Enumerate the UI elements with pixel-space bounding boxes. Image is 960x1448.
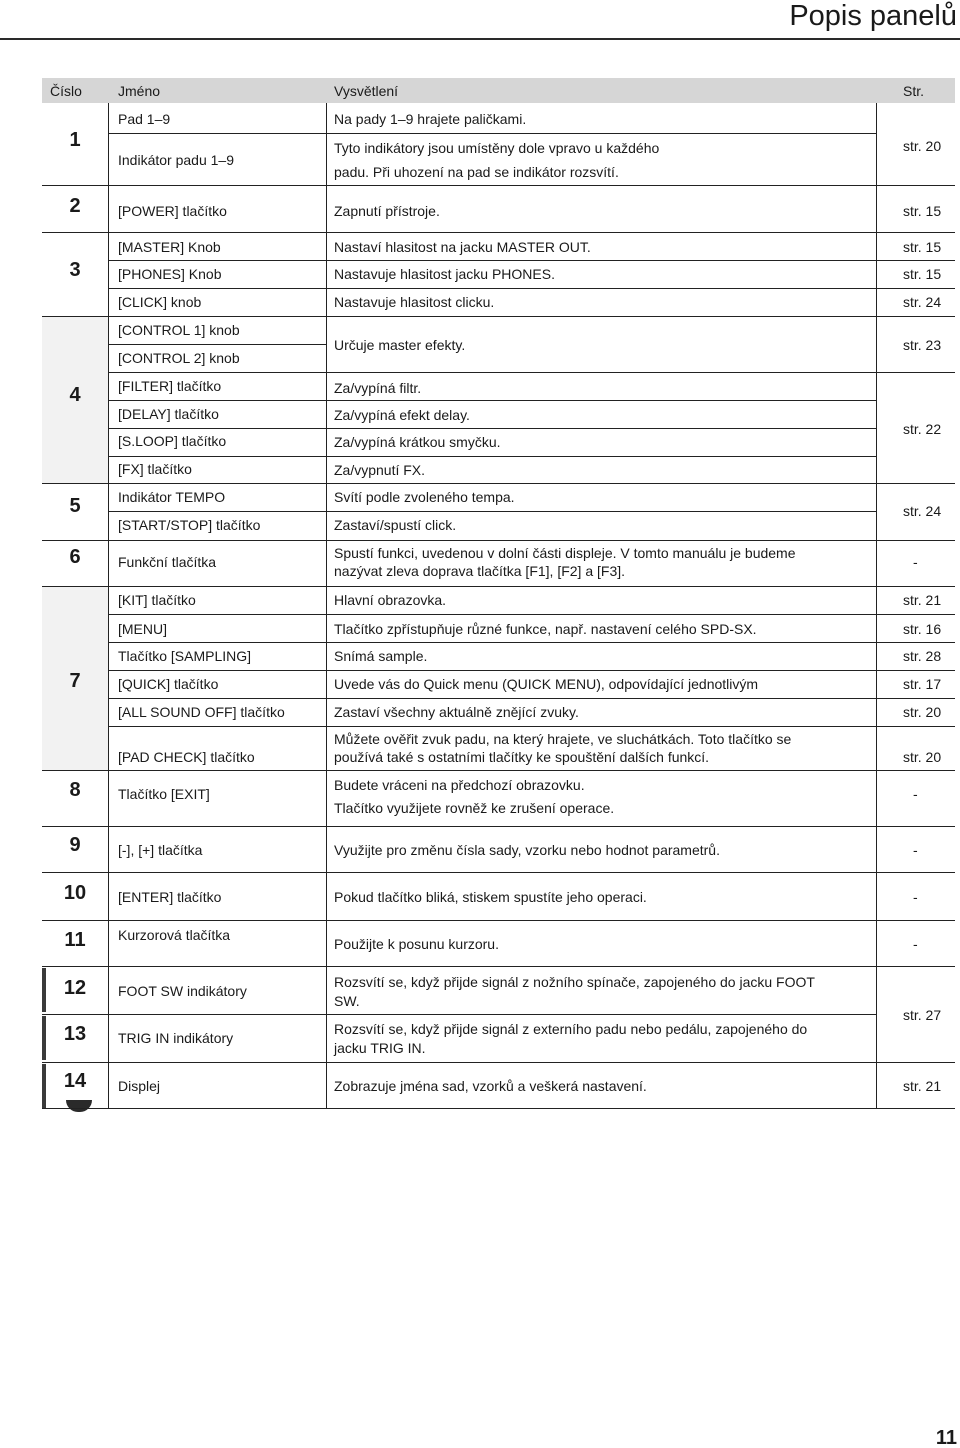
row-number: 8 bbox=[69, 779, 81, 801]
item-description: používá také s ostatními tlačítky ke spouštění dalších funkcí. bbox=[334, 749, 710, 765]
row-number: 1 bbox=[69, 129, 81, 151]
page-ref: - bbox=[913, 889, 918, 905]
row-divider bbox=[42, 540, 955, 541]
item-name: [PHONES] Knob bbox=[118, 266, 222, 282]
row-number: 13 bbox=[63, 1023, 87, 1045]
item-name: [MENU] bbox=[118, 621, 167, 637]
item-description: nazývat zleva doprava tlačítka [F1], [F2] a [F3]. bbox=[334, 563, 626, 579]
item-description: Hlavní obrazovka. bbox=[334, 592, 447, 608]
subrow-divider bbox=[108, 456, 876, 457]
header-number: Číslo bbox=[50, 83, 82, 99]
page-ref: str. 21 bbox=[903, 592, 942, 608]
item-name: Funkční tlačítka bbox=[118, 554, 217, 570]
item-description: padu. Při uhození na pad se indikátor rozsvítí. bbox=[334, 164, 619, 180]
subrow-divider bbox=[108, 372, 955, 373]
page-number: 11 bbox=[935, 1427, 957, 1448]
item-name: [POWER] tlačítko bbox=[118, 203, 227, 219]
item-name: [CONTROL 1] knob bbox=[118, 322, 240, 338]
row-divider bbox=[42, 586, 955, 587]
item-description: Zastaví/spustí click. bbox=[334, 517, 457, 533]
row-number: 7 bbox=[69, 670, 81, 692]
item-description: Zapnutí přístroje. bbox=[334, 203, 440, 219]
item-description: Za/vypíná krátkou smyčku. bbox=[334, 434, 501, 450]
item-description: Tlačítko zpřístupňuje různé funkce, např. nastavení celého SPD-SX. bbox=[334, 621, 757, 637]
column-divider bbox=[108, 103, 109, 1109]
row-number: 6 bbox=[69, 546, 81, 568]
page-ref: str. 15 bbox=[903, 266, 942, 282]
subrow-divider bbox=[108, 428, 876, 429]
row-number: 14 bbox=[63, 1070, 87, 1092]
item-name: Kurzorová tlačítka bbox=[118, 927, 231, 943]
item-description: Určuje master efekty. bbox=[334, 337, 466, 353]
row-divider bbox=[42, 483, 955, 484]
item-description: Za/vypnutí FX. bbox=[334, 462, 426, 478]
item-name: [ENTER] tlačítko bbox=[118, 889, 222, 905]
item-description: jacku TRIG IN. bbox=[334, 1040, 426, 1056]
item-description: Rozsvítí se, když přijde signál z externího padu nebo pedálu, zapojeného do bbox=[334, 1021, 808, 1037]
page-ref: str. 20 bbox=[903, 704, 942, 720]
page-ref: str. 24 bbox=[903, 503, 942, 519]
item-name: Indikátor TEMPO bbox=[118, 489, 226, 505]
item-name: [CLICK] knob bbox=[118, 294, 202, 310]
item-description: Pokud tlačítko bliká, stiskem spustíte jeho operaci. bbox=[334, 889, 647, 905]
page-ref: str. 28 bbox=[903, 648, 942, 664]
page-ref: - bbox=[913, 554, 918, 570]
item-description: Tlačítko využijete rovněž ke zrušení operace. bbox=[334, 800, 615, 816]
page-ref: - bbox=[913, 786, 918, 802]
subrow-divider bbox=[108, 260, 955, 261]
subrow-divider bbox=[108, 670, 955, 671]
item-name: [FILTER] tlačítko bbox=[118, 378, 222, 394]
row-number: 11 bbox=[64, 929, 86, 951]
item-name: [MASTER] Knob bbox=[118, 239, 221, 255]
subrow-divider bbox=[108, 344, 326, 345]
item-description: Nastaví hlasitost na jacku MASTER OUT. bbox=[334, 239, 591, 255]
page-ref: str. 23 bbox=[903, 337, 942, 353]
title-rule bbox=[0, 38, 960, 40]
item-name: [CONTROL 2] knob bbox=[118, 350, 240, 366]
item-name: [-], [+] tlačítka bbox=[118, 842, 203, 858]
row-divider bbox=[42, 185, 955, 186]
row-number: 3 bbox=[69, 259, 81, 281]
decorative-mark bbox=[66, 1100, 92, 1112]
item-name: [KIT] tlačítko bbox=[118, 592, 196, 608]
subrow-divider bbox=[108, 642, 955, 643]
item-description: SW. bbox=[334, 993, 360, 1009]
page-ref: - bbox=[913, 936, 918, 952]
row-number: 2 bbox=[69, 195, 81, 217]
row-number: 4 bbox=[69, 384, 81, 406]
item-description: Na pady 1–9 hrajete paličkami. bbox=[334, 111, 527, 127]
item-description: Snímá sample. bbox=[334, 648, 428, 664]
row-divider bbox=[42, 1108, 955, 1109]
column-divider bbox=[326, 103, 327, 1109]
item-name: TRIG IN indikátory bbox=[118, 1030, 234, 1046]
page-ref: str. 22 bbox=[903, 421, 942, 437]
item-name: Pad 1–9 bbox=[118, 111, 171, 127]
item-description: Zobrazuje jména sad, vzorků a veškerá nastavení. bbox=[334, 1078, 647, 1094]
row-number: 5 bbox=[69, 495, 81, 517]
page-ref: str. 16 bbox=[903, 621, 942, 637]
row-divider bbox=[42, 770, 955, 771]
item-name: Tlačítko [EXIT] bbox=[118, 786, 210, 802]
item-description: Zastaví všechny aktuálně znějící zvuky. bbox=[334, 704, 579, 720]
subrow-divider bbox=[108, 511, 876, 512]
page-ref: str. 20 bbox=[903, 749, 942, 765]
page-ref: str. 24 bbox=[903, 294, 942, 310]
item-name: [DELAY] tlačítko bbox=[118, 406, 219, 422]
page-ref: str. 15 bbox=[903, 203, 942, 219]
item-name: [FX] tlačítko bbox=[118, 461, 192, 477]
subrow-divider bbox=[108, 698, 955, 699]
row-divider bbox=[42, 232, 955, 233]
page-ref: str. 20 bbox=[903, 138, 942, 154]
item-description: Rozsvítí se, když přijde signál z nožního spínače, zapojeného do jacku FOOT bbox=[334, 974, 815, 990]
item-name: [START/STOP] tlačítko bbox=[118, 517, 261, 533]
item-description: Využijte pro změnu čísla sady, vzorku nebo hodnot parametrů. bbox=[334, 842, 720, 858]
row-divider bbox=[42, 872, 955, 873]
row-number: 9 bbox=[69, 834, 81, 856]
row-divider bbox=[42, 966, 955, 967]
row-divider bbox=[42, 316, 955, 317]
page-title: Popis panelů bbox=[789, 0, 957, 32]
table-header-band bbox=[42, 78, 955, 103]
page-ref: - bbox=[913, 842, 918, 858]
subrow-divider bbox=[108, 614, 955, 615]
item-description: Nastavuje hlasitost jacku PHONES. bbox=[334, 266, 555, 282]
page-ref: str. 15 bbox=[903, 239, 942, 255]
subrow-divider bbox=[108, 288, 955, 289]
row-number: 10 bbox=[63, 882, 87, 904]
item-description: Můžete ověřit zvuk padu, na který hrajete, ve sluchátkách. Toto tlačítko se bbox=[334, 731, 792, 747]
row-divider bbox=[42, 920, 955, 921]
subrow-divider bbox=[108, 726, 955, 727]
page-ref: str. 21 bbox=[903, 1078, 942, 1094]
item-description: Použijte k posunu kurzoru. bbox=[334, 936, 499, 952]
item-description: Spustí funkci, uvedenou v dolní části displeje. V tomto manuálu je budeme bbox=[334, 545, 796, 561]
item-name: [QUICK] tlačítko bbox=[118, 676, 219, 692]
header-explanation: Vysvětlení bbox=[334, 83, 399, 99]
subrow-divider bbox=[42, 1014, 876, 1015]
item-name: Displej bbox=[118, 1078, 161, 1094]
item-description: Uvede vás do Quick menu (QUICK MENU), odpovídající jednotlivým bbox=[334, 676, 759, 692]
row-divider bbox=[42, 826, 955, 827]
header-name: Jméno bbox=[118, 83, 161, 99]
item-description: Svítí podle zvoleného tempa. bbox=[334, 489, 515, 505]
item-name: [PAD CHECK] tlačítko bbox=[118, 749, 255, 765]
page-ref: str. 27 bbox=[903, 1007, 942, 1023]
column-divider bbox=[876, 103, 877, 1109]
row-number: 12 bbox=[63, 977, 87, 999]
item-name: FOOT SW indikátory bbox=[118, 983, 247, 999]
item-description: Nastavuje hlasitost clicku. bbox=[334, 294, 495, 310]
item-description: Za/vypíná efekt delay. bbox=[334, 407, 470, 423]
item-name: Tlačítko [SAMPLING] bbox=[118, 648, 252, 664]
item-name: [ALL SOUND OFF] tlačítko bbox=[118, 704, 285, 720]
row-divider bbox=[42, 1062, 955, 1063]
page-ref: str. 17 bbox=[903, 676, 942, 692]
item-description: Tyto indikátory jsou umístěny dole vpravo u každého bbox=[334, 140, 660, 156]
header-page: Str. bbox=[903, 83, 925, 99]
item-name: [S.LOOP] tlačítko bbox=[118, 433, 227, 449]
subrow-divider bbox=[108, 400, 876, 401]
item-description: Budete vráceni na předchozí obrazovku. bbox=[334, 777, 585, 793]
item-description: Za/vypíná filtr. bbox=[334, 380, 422, 396]
item-name: Indikátor padu 1–9 bbox=[118, 152, 234, 168]
subrow-divider bbox=[108, 133, 876, 134]
